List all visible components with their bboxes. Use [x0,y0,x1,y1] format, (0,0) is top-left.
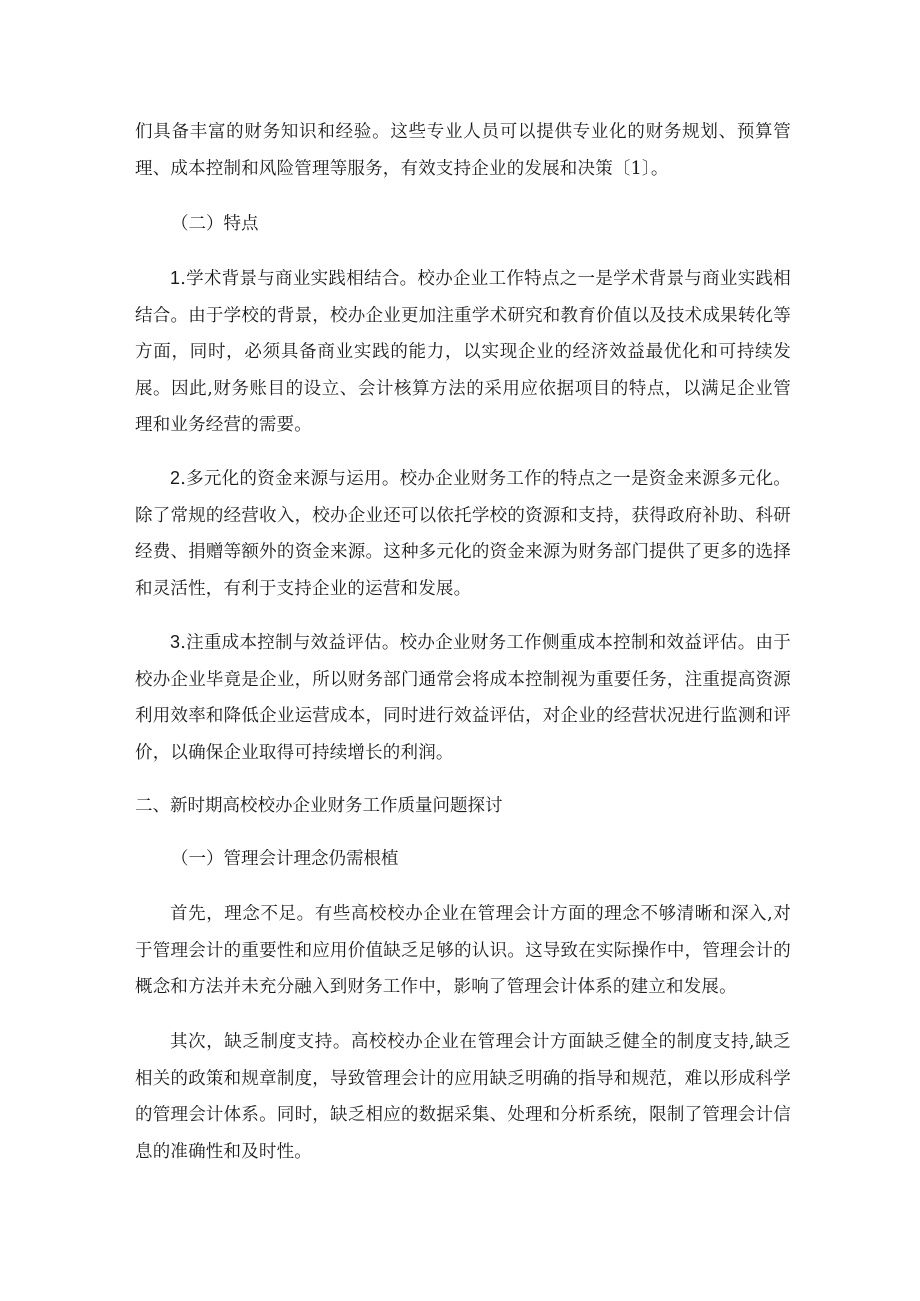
paragraph-second [135,1024,791,1170]
paragraph-text: 首先，理念不足。有些高校校办企业在管理会计方面的理念不够清晰和深入,对于管理会计的重要性和应用价值缺乏足够的认识。这导致在实际操作中，管理会计的概念和方法并未充分融入到财务工作中，影响了管理会计体系的建立和发展。 [135,904,791,997]
paragraph-feature-3 [135,624,791,771]
item-number: 2 [170,468,181,488]
paragraph-text: .注重成本控制与效益评估。校办企业财务工作侧重成本控制和效益评估。由于校办企业毕竟是企业，所以财务部门通常会将成本控制视为重要任务，注重提高资源利用效率和降低企业运营成本，同时进行效益评估，对企业的经营状况进行监测和评价，以确保企业取得可持续增长的利润。 [135,633,791,763]
paragraph-text: 们具备丰富的财务知识和经验。这些专业人员可以提供专业化的财务规划、预算管理、成本控制和风险管理等服务，有效支持企业的发展和决策〔1〕。 [135,122,791,179]
paragraph-first [135,896,791,1006]
paragraph-feature-1 [135,260,791,444]
subheading-features: （二）特点 [171,214,259,234]
paragraph-intro-continuation [135,114,791,187]
subheading-management-accounting: （一）管理会计理念仍需根植 [171,849,399,869]
paragraph-feature-2 [135,460,791,607]
paragraph-text: 其次，缺乏制度支持。高校校办企业在管理会计方面缺乏健全的制度支持,缺乏相关的政策和规章制度，导致管理会计的应用缺乏明确的指导和规范，难以形成科学的管理会计体系。同时，缺乏相应的数据采集、处理和分析系统，限制了管理会计信息的准确性和及时性。 [135,1032,791,1162]
item-number: 3 [170,632,181,652]
paragraph-text: .多元化的资金来源与运用。校办企业财务工作的特点之一是资金来源多元化。除了常规的经营收入，校办企业还可以依托学校的资源和支持，获得政府补助、科研经费、捐赠等额外的资金来源。这种多元化的资金来源为财务部门提供了更多的选择和灵活性，有利于支持企业的运营和发展。 [135,469,791,599]
item-number: 1 [170,268,181,288]
section-heading-2: 二、新时期高校校办企业财务工作质量问题探讨 [135,796,503,816]
paragraph-text: .学术背景与商业实践相结合。校办企业工作特点之一是学术背景与商业实践相结合。由于学校的背景，校办企业更加注重学术研究和教育价值以及技术成果转化等方面，同时，必须具备商业实践的能力，以实现企业的经济效益最优化和可持续发展。因此,财务账目的设立、会计核算方法的采用应依据项目的特点，以满足企业管理和业务经营的需要。 [135,269,791,435]
